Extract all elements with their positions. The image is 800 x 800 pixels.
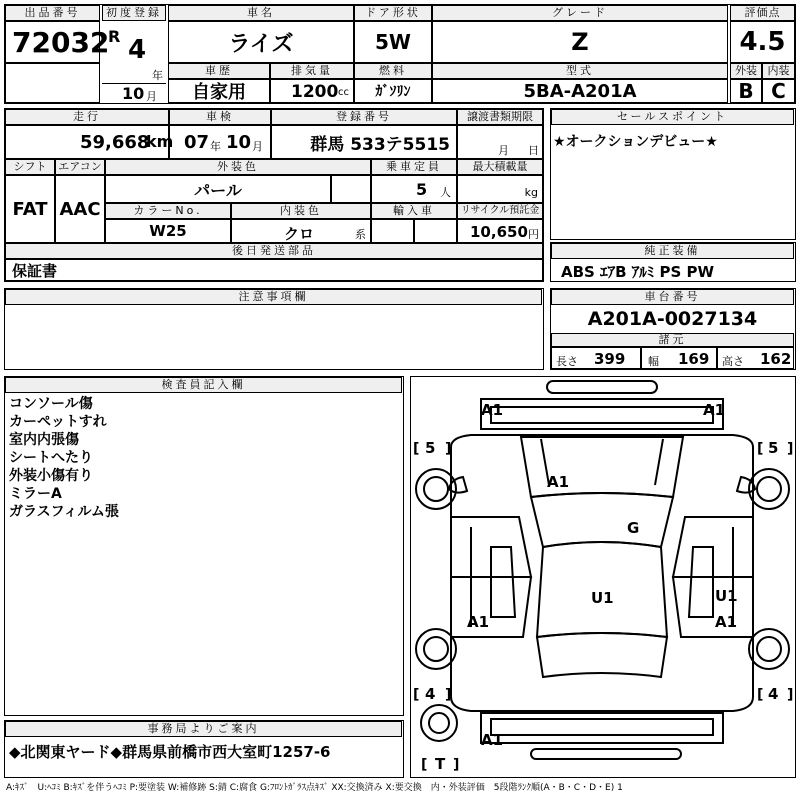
load-box — [457, 175, 543, 203]
interior-label: 内装 — [762, 63, 795, 79]
later-parts: 保証書 — [5, 259, 543, 281]
width-label: 幅 — [648, 355, 659, 368]
inspection-year: 07 — [184, 132, 210, 153]
load-unit: kg — [524, 186, 538, 199]
height-label: 高さ — [722, 355, 744, 368]
recycle-unit: 円 — [528, 228, 539, 241]
inspector-lines — [9, 395, 119, 521]
first-reg-month — [102, 83, 166, 103]
capacity-label: 乗車定員 — [371, 159, 457, 175]
rear-bumper — [481, 713, 723, 743]
label-tire-rl: 4 — [425, 685, 436, 703]
color-no: W25 — [105, 219, 231, 243]
mileage-label: 走行 — [5, 109, 169, 125]
label-roof: G — [627, 519, 640, 537]
front-bumper-top — [547, 381, 657, 393]
length-box — [551, 347, 641, 369]
svg-text:]: ] — [445, 441, 452, 457]
plate: 群馬 533テ5515 — [271, 125, 457, 159]
office-label: 事務局よりご案内 — [5, 721, 402, 737]
car-diagram-block — [410, 376, 796, 778]
model-label: 型式 — [432, 63, 728, 79]
ext-color: パール — [105, 175, 331, 203]
inspector-line: カーペットすれ — [9, 414, 107, 430]
grade-label: グレード — [432, 5, 728, 21]
height: 162 — [760, 350, 792, 368]
lot-no-label: 出品番号 — [5, 5, 100, 21]
history: 自家用 — [168, 79, 270, 103]
mileage-box — [5, 125, 174, 159]
recycle: 10,650 — [470, 223, 528, 241]
transfer-day: 日 — [528, 144, 539, 157]
inspection-label: 車検 — [169, 109, 271, 125]
label-hood: A1 — [547, 473, 570, 491]
svg-text:[: [ — [413, 441, 420, 457]
legend: A:ｷｽﾞ U:ﾍｺﾐ B:ｷｽﾞを伴うﾍｺﾐ P:要塗装 W:補修跡 S:錆 C:腐食 G:ﾌﾛﾝﾄｶﾞﾗｽ点ｷｽﾞ XX:交換済み X:要交換 内・外装評価 5段階ﾗﾝｸ順(A・B・C・D・E) 1 — [6, 783, 623, 793]
equipment-block — [550, 242, 796, 282]
score: 4.5 — [730, 21, 795, 63]
label-front-left: A1 — [481, 401, 504, 419]
exterior-label: 外装 — [730, 63, 762, 79]
chassis-label: 車台番号 — [551, 289, 794, 305]
equipment-text: ABS ｴｱB ｱﾙﾐ PS PW — [561, 263, 715, 281]
import-value-a — [371, 219, 414, 243]
color-no-label: カラーNo. — [105, 203, 231, 219]
reg-year-unit: 年 — [152, 69, 163, 82]
inspector-line: 室内内張傷 — [9, 432, 79, 448]
fuel: ｶﾞｿﾘﾝ — [354, 79, 432, 103]
lot-no: 72032 — [5, 21, 100, 63]
fuel-label: 燃料 — [354, 63, 432, 79]
label-rear-bumper: A1 — [481, 731, 504, 749]
svg-text:[: [ — [413, 687, 420, 703]
label-front-right: A1 — [703, 401, 726, 419]
import-label: 輸入車 — [371, 203, 457, 219]
ac-label: エアコン — [55, 159, 105, 175]
capacity: 5 — [416, 180, 428, 199]
import-value-b — [414, 219, 457, 243]
details-block — [4, 108, 544, 282]
int-color: クロ — [284, 225, 315, 243]
svg-text:]: ] — [787, 441, 794, 457]
office-block — [4, 720, 404, 778]
recycle-box — [457, 219, 543, 243]
inspector-block — [4, 376, 404, 716]
car-name-label: 車名 — [168, 5, 354, 21]
model: 5BA-A201A — [432, 79, 728, 103]
chassis-block — [550, 288, 796, 370]
inspector-line: コンソール傷 — [9, 396, 93, 412]
ext-color-label: 外装色 — [105, 159, 371, 175]
inspector-line: ガラスフィルム張 — [9, 504, 119, 520]
displacement: 1200 — [291, 82, 339, 102]
chassis-number: A201A-0027134 — [587, 308, 758, 330]
svg-text:]: ] — [787, 687, 794, 703]
length: 399 — [594, 350, 626, 368]
grade: Z — [432, 21, 728, 63]
windshield — [531, 493, 673, 547]
exterior-grade: B — [730, 79, 762, 103]
score-label: 評価点 — [730, 5, 795, 21]
displacement-box — [270, 79, 354, 103]
mileage: 59,668 — [80, 132, 150, 153]
equipment-label: 純正装備 — [551, 243, 794, 259]
label-tire-rr: 4 — [768, 685, 779, 703]
ac: AAC — [55, 175, 105, 243]
car-name: ライズ — [168, 21, 354, 63]
inspection-year-unit: 年 — [210, 140, 221, 153]
svg-text:]: ] — [445, 687, 452, 703]
shift: FAT — [5, 175, 55, 243]
notes-label: 注意事項欄 — [5, 289, 542, 305]
mileage-unit: km — [146, 132, 174, 151]
wheel-rr — [749, 629, 789, 669]
int-color-label: 内装色 — [231, 203, 371, 219]
transfer-month: 月 — [498, 144, 509, 157]
later-parts-label: 後日発送部品 — [5, 243, 543, 259]
label-left-side-a: A1 — [467, 613, 490, 631]
width-box — [641, 347, 717, 369]
int-color-box — [231, 219, 371, 243]
label-right-side-u: U1 — [715, 587, 738, 605]
inspector-line: シートへたり — [9, 450, 93, 466]
reg-month-unit: 月 — [146, 90, 157, 103]
svg-text:[: [ — [421, 757, 428, 773]
ext-color-extra — [331, 175, 371, 203]
capacity-box — [371, 175, 457, 203]
recycle-label: リサイクル預託金 — [457, 203, 543, 219]
spare-tire — [421, 705, 457, 741]
history-label: 車歴 — [168, 63, 270, 79]
spec-label: 諸元 — [551, 333, 794, 347]
body-outline — [451, 435, 753, 711]
sales-point-block — [550, 108, 796, 240]
svg-text:]: ] — [453, 757, 460, 773]
door-label: ドア形状 — [354, 5, 432, 21]
door: 5W — [354, 21, 432, 63]
car-diagram — [411, 377, 794, 776]
header-block — [4, 4, 796, 104]
lot-blank — [5, 63, 100, 103]
inspector-label: 検査員記入欄 — [5, 377, 402, 393]
sales-point-label: セールスポイント — [551, 109, 794, 125]
displacement-label: 排気量 — [270, 63, 354, 79]
label-tire-fl: 5 — [425, 439, 436, 457]
label-right-side-a: A1 — [715, 613, 738, 631]
length-label: 長さ — [556, 355, 578, 368]
load-label: 最大積載量 — [457, 159, 543, 175]
transfer-label: 譲渡書類期限 — [457, 109, 543, 125]
sales-point-text: ★オークションデビュー★ — [553, 134, 718, 150]
interior-grade: C — [762, 79, 795, 103]
svg-text:[: [ — [757, 441, 764, 457]
height-box — [717, 347, 794, 369]
width: 169 — [678, 350, 710, 368]
int-color-unit: 系 — [355, 228, 366, 241]
reg-year: 4 — [128, 35, 147, 65]
front-bumper — [481, 399, 726, 429]
plate-label: 登録番号 — [271, 109, 457, 125]
shift-label: シフト — [5, 159, 55, 175]
capacity-unit: 人 — [440, 186, 451, 199]
inspection-month-unit: 月 — [252, 140, 263, 153]
inspection-month: 10 — [226, 132, 252, 153]
inspector-line: ミラーA — [9, 486, 62, 502]
era: R — [108, 27, 121, 46]
displacement-unit: cc — [338, 87, 349, 98]
transfer-box — [457, 125, 543, 159]
label-tire-fr: 5 — [768, 439, 779, 457]
inspection-box — [169, 125, 271, 159]
first-reg-label: 初度登録 — [102, 5, 166, 21]
svg-text:[: [ — [757, 687, 764, 703]
label-rear: U1 — [591, 589, 614, 607]
reg-month: 10 — [122, 84, 145, 103]
rear-window — [537, 633, 667, 677]
inspector-line: 外装小傷有り — [9, 468, 93, 484]
notes-block — [4, 288, 544, 370]
label-tread: T — [435, 755, 446, 773]
first-reg-box — [102, 21, 166, 83]
office-text: ◆北関東ヤード◆群馬県前橋市西大室町1257-6 — [9, 743, 331, 761]
